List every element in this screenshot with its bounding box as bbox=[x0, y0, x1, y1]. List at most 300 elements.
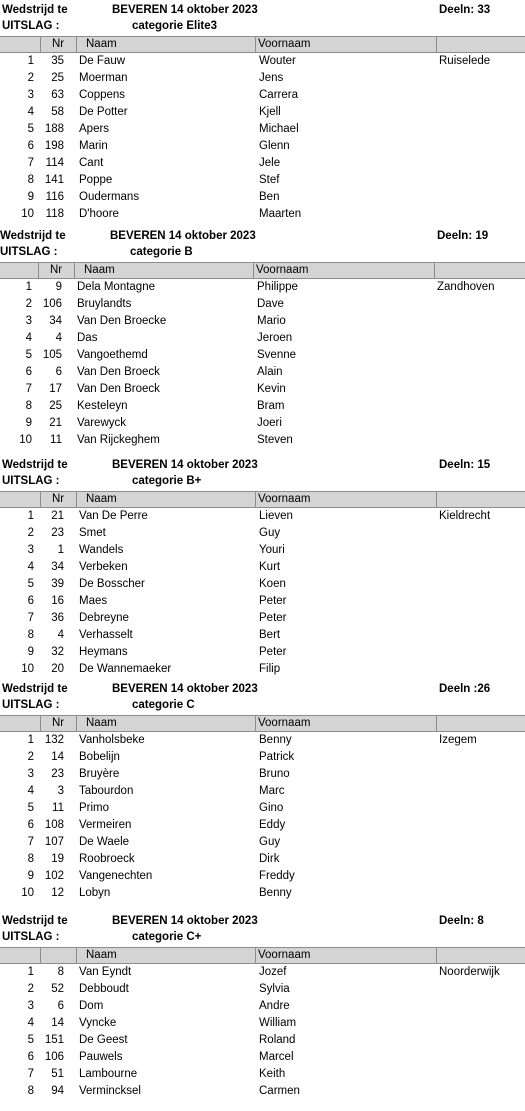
bib-number-cell: 3 bbox=[57, 785, 64, 797]
bib-number-cell: 198 bbox=[44, 140, 64, 152]
bib-number-cell: 4 bbox=[57, 629, 64, 641]
event-title: BEVEREN 14 oktober 2023 bbox=[110, 230, 256, 242]
firstname-cell: Wouter bbox=[259, 55, 296, 67]
bib-number-cell: 11 bbox=[52, 802, 64, 814]
bib-number-cell: 20 bbox=[51, 663, 64, 675]
column-divider bbox=[40, 948, 41, 963]
bib-number-cell: 52 bbox=[51, 983, 64, 995]
column-divider bbox=[434, 263, 435, 278]
rank-cell: 1 bbox=[25, 281, 32, 293]
bib-number-cell: 12 bbox=[51, 887, 64, 899]
bib-number-cell: 36 bbox=[51, 612, 64, 624]
uitslag-label: UITSLAG : bbox=[2, 699, 60, 711]
rank-cell: 8 bbox=[27, 174, 34, 186]
bib-number-cell: 21 bbox=[51, 510, 64, 522]
column-divider bbox=[436, 716, 437, 731]
rank-cell: 7 bbox=[27, 836, 34, 848]
table-row bbox=[0, 749, 525, 766]
column-divider bbox=[436, 492, 437, 507]
bib-number-cell: 35 bbox=[51, 55, 64, 67]
firstname-cell: Kjell bbox=[259, 106, 281, 118]
table-row bbox=[0, 70, 525, 87]
firstname-cell: Filip bbox=[259, 663, 281, 675]
table-row bbox=[0, 1015, 525, 1032]
firstname-cell: Freddy bbox=[259, 870, 295, 882]
rank-cell: 1 bbox=[27, 734, 34, 746]
bib-number-cell: 141 bbox=[44, 174, 64, 186]
lastname-cell: Primo bbox=[79, 802, 110, 814]
rank-cell: 3 bbox=[27, 89, 34, 101]
category-title: categorie C bbox=[132, 699, 195, 711]
firstname-cell: Alain bbox=[257, 366, 283, 378]
table-row bbox=[0, 783, 525, 800]
rank-cell: 10 bbox=[21, 663, 34, 675]
column-header-naam: Naam bbox=[86, 717, 117, 729]
wedstrijd-label: Wedstrijd te bbox=[2, 4, 68, 16]
rank-cell: 5 bbox=[27, 578, 34, 590]
bib-number-cell: 25 bbox=[49, 400, 62, 412]
table-row bbox=[0, 155, 525, 172]
lastname-cell: Vangenechten bbox=[79, 870, 153, 882]
wedstrijd-label: Wedstrijd te bbox=[2, 683, 68, 695]
rank-cell: 5 bbox=[25, 349, 32, 361]
bib-number-cell: 39 bbox=[51, 578, 64, 590]
firstname-cell: Kevin bbox=[257, 383, 286, 395]
column-divider bbox=[76, 716, 77, 731]
table-row bbox=[0, 644, 525, 661]
category-title: categorie B bbox=[130, 246, 193, 258]
rank-cell: 2 bbox=[25, 298, 32, 310]
table-row bbox=[0, 53, 525, 70]
table-row bbox=[0, 296, 525, 313]
table-row bbox=[0, 998, 525, 1015]
lastname-cell: Moerman bbox=[79, 72, 128, 84]
firstname-cell: Marcel bbox=[259, 1051, 294, 1063]
firstname-cell: Michael bbox=[259, 123, 299, 135]
lastname-cell: Lambourne bbox=[79, 1068, 138, 1080]
table-row bbox=[0, 981, 525, 998]
lastname-cell: Debreyne bbox=[79, 612, 129, 624]
column-header-nr: Nr bbox=[52, 493, 65, 505]
table-row bbox=[0, 279, 525, 296]
firstname-cell: Ben bbox=[259, 191, 280, 203]
column-header-naam: Naam bbox=[84, 264, 115, 276]
lastname-cell: De Bosscher bbox=[79, 578, 145, 590]
category-block bbox=[0, 679, 525, 899]
bib-number-cell: 23 bbox=[51, 768, 64, 780]
lastname-cell: Debboudt bbox=[79, 983, 129, 995]
column-header-voornaam: Voornaam bbox=[258, 717, 311, 729]
table-row bbox=[0, 627, 525, 644]
rank-cell: 7 bbox=[25, 383, 32, 395]
table-row bbox=[0, 885, 525, 902]
table-row bbox=[0, 206, 525, 223]
lastname-cell: Bruyère bbox=[79, 768, 120, 780]
bib-number-cell: 107 bbox=[44, 836, 64, 848]
lastname-cell: Van De Perre bbox=[79, 510, 148, 522]
table-row bbox=[0, 576, 525, 593]
rank-cell: 3 bbox=[25, 315, 32, 327]
table-row bbox=[0, 87, 525, 104]
rank-cell: 4 bbox=[25, 332, 32, 344]
rank-cell: 1 bbox=[27, 966, 34, 978]
rank-cell: 8 bbox=[27, 1085, 34, 1097]
bib-number-cell: 51 bbox=[51, 1068, 64, 1080]
lastname-cell: Varewyck bbox=[77, 417, 126, 429]
bib-number-cell: 9 bbox=[55, 281, 62, 293]
results-table bbox=[0, 508, 525, 678]
club-cell: Kieldrecht bbox=[439, 510, 491, 522]
table-row bbox=[0, 432, 525, 449]
category-block bbox=[0, 0, 525, 220]
column-divider bbox=[76, 492, 77, 507]
rank-cell: 2 bbox=[27, 72, 34, 84]
lastname-cell: Van Den Broeck bbox=[77, 383, 160, 395]
rank-cell: 2 bbox=[27, 751, 34, 763]
rank-cell: 2 bbox=[27, 983, 34, 995]
column-header-row bbox=[0, 36, 525, 53]
uitslag-label: UITSLAG : bbox=[2, 931, 60, 943]
bib-number-cell: 108 bbox=[44, 819, 64, 831]
bib-number-cell: 23 bbox=[51, 527, 64, 539]
firstname-cell: Jeroen bbox=[257, 332, 293, 344]
column-header-voornaam: Voornaam bbox=[258, 38, 311, 50]
event-title: BEVEREN 14 oktober 2023 bbox=[112, 459, 258, 471]
club-cell: Zandhoven bbox=[437, 281, 495, 293]
column-divider bbox=[255, 492, 256, 507]
column-divider bbox=[40, 716, 41, 731]
table-row bbox=[0, 398, 525, 415]
wedstrijd-label: Wedstrijd te bbox=[0, 230, 66, 242]
rank-cell: 5 bbox=[27, 123, 34, 135]
column-divider bbox=[255, 716, 256, 731]
table-row bbox=[0, 330, 525, 347]
lastname-cell: Verhasselt bbox=[79, 629, 133, 641]
column-divider bbox=[38, 263, 39, 278]
lastname-cell: Dom bbox=[79, 1000, 104, 1012]
firstname-cell: Gino bbox=[259, 802, 284, 814]
firstname-cell: Peter bbox=[259, 646, 287, 658]
rank-cell: 8 bbox=[25, 400, 32, 412]
table-row bbox=[0, 138, 525, 155]
column-header-naam: Naam bbox=[86, 38, 117, 50]
rank-cell: 9 bbox=[27, 191, 34, 203]
firstname-cell: Jens bbox=[259, 72, 284, 84]
bib-number-cell: 132 bbox=[44, 734, 64, 746]
bib-number-cell: 19 bbox=[51, 853, 64, 865]
lastname-cell: Wandels bbox=[79, 544, 124, 556]
bib-number-cell: 63 bbox=[51, 89, 64, 101]
lastname-cell: Bobelijn bbox=[79, 751, 120, 763]
results-table bbox=[0, 732, 525, 902]
firstname-cell: Bruno bbox=[259, 768, 290, 780]
rank-cell: 5 bbox=[27, 1034, 34, 1046]
table-row bbox=[0, 381, 525, 398]
table-row bbox=[0, 525, 525, 542]
lastname-cell: De Waele bbox=[79, 836, 130, 848]
bib-number-cell: 8 bbox=[57, 966, 64, 978]
club-cell: Izegem bbox=[439, 734, 477, 746]
participants-count: Deeln: 8 bbox=[439, 915, 484, 927]
firstname-cell: William bbox=[259, 1017, 297, 1029]
table-row bbox=[0, 732, 525, 749]
column-divider bbox=[255, 37, 256, 52]
firstname-cell: Benny bbox=[259, 887, 292, 899]
firstname-cell: Glenn bbox=[259, 140, 290, 152]
table-row bbox=[0, 593, 525, 610]
lastname-cell: Vangoethemd bbox=[77, 349, 148, 361]
bib-number-cell: 58 bbox=[51, 106, 64, 118]
rank-cell: 6 bbox=[25, 366, 32, 378]
lastname-cell: Cant bbox=[79, 157, 104, 169]
table-row bbox=[0, 1083, 525, 1100]
bib-number-cell: 11 bbox=[50, 434, 62, 446]
firstname-cell: Youri bbox=[259, 544, 285, 556]
participants-count: Deeln: 19 bbox=[437, 230, 489, 242]
column-divider bbox=[436, 37, 437, 52]
lastname-cell: De Potter bbox=[79, 106, 128, 118]
lastname-cell: Vermeiren bbox=[79, 819, 132, 831]
column-header-row bbox=[0, 491, 525, 508]
bib-number-cell: 21 bbox=[49, 417, 62, 429]
table-row bbox=[0, 172, 525, 189]
bib-number-cell: 116 bbox=[45, 191, 64, 203]
rank-cell: 4 bbox=[27, 561, 34, 573]
column-divider bbox=[74, 263, 75, 278]
column-header-nr: Nr bbox=[52, 38, 65, 50]
lastname-cell: De Geest bbox=[79, 1034, 128, 1046]
firstname-cell: Carrera bbox=[259, 89, 298, 101]
lastname-cell: Lobyn bbox=[79, 887, 111, 899]
bib-number-cell: 14 bbox=[51, 1017, 64, 1029]
lastname-cell: Heymans bbox=[79, 646, 128, 658]
lastname-cell: Das bbox=[77, 332, 98, 344]
lastname-cell: Apers bbox=[79, 123, 110, 135]
bib-number-cell: 102 bbox=[44, 870, 64, 882]
lastname-cell: Vyncke bbox=[79, 1017, 117, 1029]
firstname-cell: Marc bbox=[259, 785, 285, 797]
bib-number-cell: 118 bbox=[45, 208, 64, 220]
bib-number-cell: 4 bbox=[55, 332, 62, 344]
table-row bbox=[0, 964, 525, 981]
club-cell: Noorderwijk bbox=[439, 966, 500, 978]
column-header-row bbox=[0, 715, 525, 732]
lastname-cell: Marin bbox=[79, 140, 108, 152]
lastname-cell: Van Rijckeghem bbox=[77, 434, 160, 446]
bib-number-cell: 188 bbox=[44, 123, 64, 135]
rank-cell: 8 bbox=[27, 853, 34, 865]
table-row bbox=[0, 508, 525, 525]
firstname-cell: Jele bbox=[259, 157, 281, 169]
table-row bbox=[0, 1049, 525, 1066]
table-row bbox=[0, 610, 525, 627]
column-header-voornaam: Voornaam bbox=[258, 949, 311, 961]
column-header-naam: Naam bbox=[86, 949, 117, 961]
firstname-cell: Dave bbox=[257, 298, 284, 310]
lastname-cell: Verbeken bbox=[79, 561, 128, 573]
rank-cell: 9 bbox=[27, 870, 34, 882]
lastname-cell: De Wannemaeker bbox=[79, 663, 172, 675]
category-title: categorie C+ bbox=[132, 931, 202, 943]
category-title: categorie Elite3 bbox=[132, 20, 218, 32]
table-row bbox=[0, 542, 525, 559]
firstname-cell: Andre bbox=[259, 1000, 290, 1012]
bib-number-cell: 14 bbox=[51, 751, 64, 763]
rank-cell: 7 bbox=[27, 612, 34, 624]
wedstrijd-label: Wedstrijd te bbox=[2, 915, 68, 927]
column-divider bbox=[76, 37, 77, 52]
table-row bbox=[0, 766, 525, 783]
column-header-naam: Naam bbox=[86, 493, 117, 505]
rank-cell: 9 bbox=[27, 646, 34, 658]
firstname-cell: Patrick bbox=[259, 751, 295, 763]
lastname-cell: Pauwels bbox=[79, 1051, 123, 1063]
firstname-cell: Koen bbox=[259, 578, 286, 590]
firstname-cell: Eddy bbox=[259, 819, 286, 831]
category-block bbox=[0, 911, 525, 1111]
bib-number-cell: 6 bbox=[55, 366, 62, 378]
lastname-cell: Bruylandts bbox=[77, 298, 132, 310]
results-table bbox=[0, 964, 525, 1100]
firstname-cell: Guy bbox=[259, 836, 281, 848]
table-row bbox=[0, 104, 525, 121]
bib-number-cell: 94 bbox=[51, 1085, 64, 1097]
column-divider bbox=[40, 37, 41, 52]
firstname-cell: Kurt bbox=[259, 561, 281, 573]
rank-cell: 1 bbox=[27, 55, 34, 67]
firstname-cell: Carmen bbox=[259, 1085, 300, 1097]
participants-count: Deeln: 15 bbox=[439, 459, 491, 471]
firstname-cell: Bram bbox=[257, 400, 285, 412]
rank-cell: 4 bbox=[27, 106, 34, 118]
rank-cell: 9 bbox=[25, 417, 32, 429]
firstname-cell: Guy bbox=[259, 527, 281, 539]
column-header-row bbox=[0, 262, 525, 279]
event-title: BEVEREN 14 oktober 2023 bbox=[112, 4, 258, 16]
uitslag-label: UITSLAG : bbox=[2, 475, 60, 487]
rank-cell: 8 bbox=[27, 629, 34, 641]
rank-cell: 7 bbox=[27, 1068, 34, 1080]
table-row bbox=[0, 1066, 525, 1083]
lastname-cell: Maes bbox=[79, 595, 108, 607]
table-row bbox=[0, 347, 525, 364]
rank-cell: 10 bbox=[21, 887, 34, 899]
rank-cell: 4 bbox=[27, 785, 34, 797]
firstname-cell: Sylvia bbox=[259, 983, 290, 995]
lastname-cell: Vermincksel bbox=[79, 1085, 141, 1097]
firstname-cell: Stef bbox=[259, 174, 280, 186]
table-row bbox=[0, 661, 525, 678]
column-divider bbox=[255, 948, 256, 963]
table-row bbox=[0, 817, 525, 834]
table-row bbox=[0, 313, 525, 330]
firstname-cell: Jozef bbox=[259, 966, 287, 978]
bib-number-cell: 1 bbox=[57, 544, 64, 556]
bib-number-cell: 114 bbox=[45, 157, 64, 169]
table-row bbox=[0, 415, 525, 432]
rank-cell: 6 bbox=[27, 1051, 34, 1063]
column-header-nr: Nr bbox=[50, 264, 63, 276]
table-row bbox=[0, 364, 525, 381]
firstname-cell: Peter bbox=[259, 612, 287, 624]
table-row bbox=[0, 121, 525, 138]
firstname-cell: Roland bbox=[259, 1034, 296, 1046]
bib-number-cell: 25 bbox=[51, 72, 64, 84]
lastname-cell: Coppens bbox=[79, 89, 126, 101]
firstname-cell: Keith bbox=[259, 1068, 286, 1080]
lastname-cell: Dela Montagne bbox=[77, 281, 155, 293]
column-divider bbox=[436, 948, 437, 963]
participants-count: Deeln: 33 bbox=[439, 4, 491, 16]
column-divider bbox=[76, 948, 77, 963]
firstname-cell: Philippe bbox=[257, 281, 298, 293]
rank-cell: 1 bbox=[27, 510, 34, 522]
lastname-cell: Vanholsbeke bbox=[79, 734, 145, 746]
column-divider bbox=[253, 263, 254, 278]
table-row bbox=[0, 834, 525, 851]
bib-number-cell: 16 bbox=[51, 595, 64, 607]
firstname-cell: Dirk bbox=[259, 853, 280, 865]
rank-cell: 3 bbox=[27, 768, 34, 780]
category-block bbox=[0, 455, 525, 675]
table-row bbox=[0, 189, 525, 206]
rank-cell: 4 bbox=[27, 1017, 34, 1029]
lastname-cell: Van Den Broeck bbox=[77, 366, 160, 378]
table-row bbox=[0, 800, 525, 817]
bib-number-cell: 106 bbox=[42, 298, 62, 310]
category-title: categorie B+ bbox=[132, 475, 202, 487]
rank-cell: 2 bbox=[27, 527, 34, 539]
bib-number-cell: 151 bbox=[44, 1034, 64, 1046]
rank-cell: 6 bbox=[27, 819, 34, 831]
bib-number-cell: 34 bbox=[51, 561, 64, 573]
rank-cell: 6 bbox=[27, 140, 34, 152]
column-header-nr: Nr bbox=[52, 717, 65, 729]
lastname-cell: Kesteleyn bbox=[77, 400, 128, 412]
bib-number-cell: 105 bbox=[42, 349, 62, 361]
table-row bbox=[0, 851, 525, 868]
lastname-cell: Poppe bbox=[79, 174, 113, 186]
bib-number-cell: 32 bbox=[51, 646, 64, 658]
firstname-cell: Lieven bbox=[259, 510, 293, 522]
club-cell: Ruiselede bbox=[439, 55, 491, 67]
bib-number-cell: 34 bbox=[49, 315, 62, 327]
firstname-cell: Svenne bbox=[257, 349, 297, 361]
firstname-cell: Bert bbox=[259, 629, 281, 641]
participants-count: Deeln :26 bbox=[439, 683, 491, 695]
lastname-cell: Roobroeck bbox=[79, 853, 135, 865]
uitslag-label: UITSLAG : bbox=[2, 20, 60, 32]
rank-cell: 7 bbox=[27, 157, 34, 169]
category-block bbox=[0, 226, 525, 446]
rank-cell: 10 bbox=[21, 208, 34, 220]
lastname-cell: Van Eyndt bbox=[79, 966, 132, 978]
column-header-voornaam: Voornaam bbox=[258, 493, 311, 505]
uitslag-label: UITSLAG : bbox=[0, 246, 58, 258]
rank-cell: 10 bbox=[19, 434, 32, 446]
results-table bbox=[0, 279, 525, 449]
table-row bbox=[0, 868, 525, 885]
results-table bbox=[0, 53, 525, 223]
lastname-cell: D'hoore bbox=[79, 208, 119, 220]
rank-cell: 5 bbox=[27, 802, 34, 814]
firstname-cell: Maarten bbox=[259, 208, 302, 220]
rank-cell: 3 bbox=[27, 544, 34, 556]
column-header-row bbox=[0, 947, 525, 964]
lastname-cell: Van Den Broecke bbox=[77, 315, 167, 327]
column-divider bbox=[40, 492, 41, 507]
firstname-cell: Benny bbox=[259, 734, 292, 746]
